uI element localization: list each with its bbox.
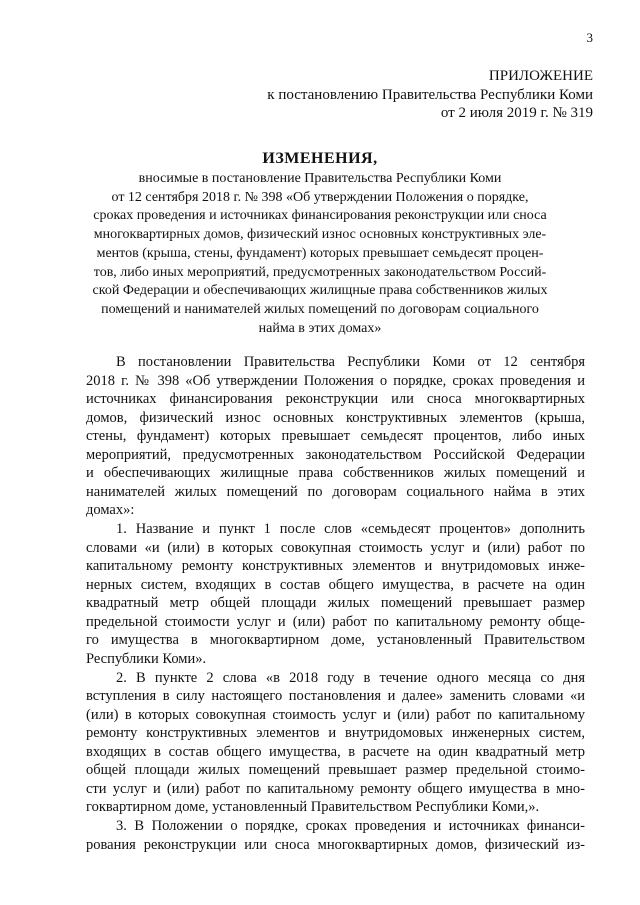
paragraph-line: сти услуг и (или) работ по капитальному ремонту общего имущества в мно- bbox=[86, 780, 585, 797]
paragraph-line: гоквартирном доме, установленный Правительством Республики Коми,». bbox=[86, 799, 540, 815]
subtitle-line: найма в этих домах» bbox=[258, 320, 382, 336]
page-number: 3 bbox=[586, 30, 593, 45]
paragraph-line: 3. В Положении о порядке, сроках проведения и источниках финанси- bbox=[116, 818, 585, 834]
paragraph-3 bbox=[86, 669, 585, 817]
paragraph-line: вступления в силу настоящего постановления и далее» заменить словами «и bbox=[86, 688, 585, 704]
subtitle-line: ской Федерации и обеспечивающих жилищные права собственников жилых bbox=[92, 283, 548, 299]
subtitle-line: сроках проведения и источниках финансирования реконструкции или сноса bbox=[93, 208, 547, 224]
paragraph-line: домов, физический износ основных конструктивных элементов (крыша, bbox=[86, 409, 585, 426]
paragraph-4 bbox=[86, 817, 585, 854]
paragraph-line: нанимателей жилых помещений по договорам социального найма в этих bbox=[86, 483, 585, 500]
subtitle-line: вносимые в постановление Правительства Республики Коми bbox=[138, 171, 502, 186]
paragraph-line: 2. В пункте 2 слова «в 2018 году в течение одного месяца со дня bbox=[116, 669, 585, 686]
paragraph-line: предельной стоимости услуг и (или) работ по капитальному ремонту обще- bbox=[86, 613, 585, 630]
paragraph-line: В постановлении Правительства Республики Коми от 12 сентября bbox=[116, 354, 585, 370]
paragraph-line: общей площади жилых помещений превышает размер предельной стоимо- bbox=[86, 762, 585, 778]
paragraph-line: нерных систем, входящих в состав общего имущества, в расчете на один bbox=[86, 576, 585, 593]
appendix-header bbox=[173, 67, 593, 123]
paragraph-line: 2018 г. № 398 «Об утверждении Положения о порядке, сроках проведения и bbox=[86, 372, 585, 389]
paragraph-line: источниках финансирования реконструкции или сноса многоквартирных bbox=[86, 391, 585, 407]
paragraph-line: квадратный метр общей площади жилых помещений превышает размер bbox=[86, 595, 585, 611]
appendix-resolution: к постановлению Правительства Республики Коми bbox=[267, 86, 593, 103]
paragraph-line: 1. Название и пункт 1 после слов «семьдесят процентов» дополнить bbox=[116, 521, 585, 537]
paragraph-1 bbox=[86, 353, 585, 520]
paragraph-line: ремонту конструктивных элементов и внутридомовых инженерных систем, bbox=[86, 725, 585, 741]
paragraph-line: домах»: bbox=[86, 502, 135, 518]
document-body bbox=[86, 353, 585, 855]
paragraph-line: капитальному ремонту конструктивных элементов и внутридомовых инже- bbox=[86, 558, 585, 574]
subtitle-line: помещений и нанимателей жилых помещений по договорам социального bbox=[101, 301, 539, 317]
paragraph-line: рования реконструкции или сноса многоквартирных домов, физический из- bbox=[86, 836, 585, 853]
subtitle-line: ментов (крыша, стены, фундамент) которых превышает семьдесят процен- bbox=[96, 245, 544, 261]
paragraph-line: словами «и (или) в которых совокупная стоимость услуг и (или) работ по bbox=[86, 539, 585, 556]
subtitle-line: от 12 сентября 2018 г. № 398 «Об утверждении Положения о порядке, bbox=[111, 189, 529, 205]
appendix-label: ПРИЛОЖЕНИЕ bbox=[488, 68, 593, 84]
appendix-date: от 2 июля 2019 г. № 319 bbox=[440, 105, 593, 121]
paragraph-line: (или) в которых совокупная стоимость услуг и (или) работ по капитальному bbox=[86, 706, 585, 723]
paragraph-line: го имущества в многоквартирном доме, установленный Правительством bbox=[86, 632, 585, 648]
paragraph-line: входящих в состав общего имущества, в расчете на один квадратный метр bbox=[86, 743, 585, 760]
paragraph-line: и обеспечивающих жилищные права собственников жилых помещений и bbox=[86, 465, 585, 481]
paragraph-2 bbox=[86, 520, 585, 668]
paragraph-line: мероприятий, предусмотренных законодательством Российской Федерации bbox=[86, 446, 585, 463]
document-title: ИЗМЕНЕНИЯ, bbox=[262, 150, 378, 167]
document-subtitle bbox=[55, 170, 585, 338]
paragraph-line: стены, фундамент) которых превышает семьдесят процентов, либо иных bbox=[86, 428, 585, 444]
paragraph-line: Республики Коми». bbox=[86, 650, 207, 667]
subtitle-line: тов, либо иных мероприятий, предусмотренных законодательством Россий- bbox=[93, 264, 547, 280]
subtitle-line: многоквартирных домов, физический износ основных конструктивных эле- bbox=[93, 227, 547, 243]
